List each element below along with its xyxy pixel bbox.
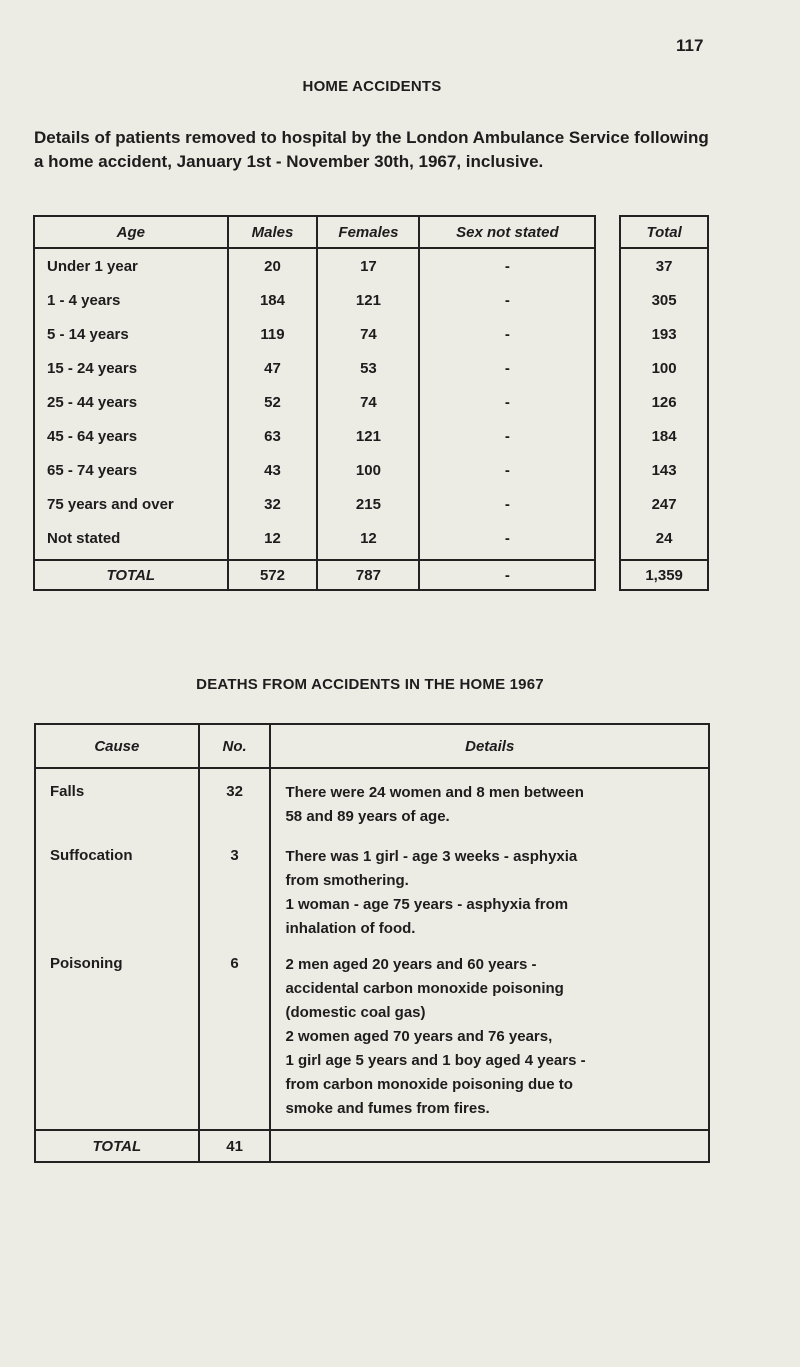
cell-gap (595, 487, 620, 521)
cell-total: 305 (620, 283, 708, 317)
cell-cause: Poisoning (35, 953, 199, 1130)
cell-gap (595, 385, 620, 419)
cell-total: 100 (620, 351, 708, 385)
table-total-row (34, 560, 708, 590)
cell-total: 126 (620, 385, 708, 419)
details-line: There was 1 girl - age 3 weeks - asphyxia (285, 848, 578, 865)
cell-details (270, 845, 709, 953)
cell-total: 184 (620, 419, 708, 453)
header-sex-not-stated: Sex not stated (419, 216, 595, 248)
deaths-table (34, 723, 710, 1163)
cell-females: 53 (317, 351, 419, 385)
total-males: 572 (228, 560, 318, 590)
cell-gap (595, 560, 620, 590)
cell-gap (595, 419, 620, 453)
cell-total: 24 (620, 521, 708, 560)
cell-total: 143 (620, 453, 708, 487)
cell-cause: Falls (35, 768, 199, 845)
intro-paragraph: Details of patients removed to hospital by the London Ambulance Service following a home accident, January 1st - November 30th, 1967, inclusive. (34, 128, 709, 171)
cell-males: 184 (228, 283, 318, 317)
table-row (34, 317, 708, 351)
details-line: 2 men aged 20 years and 60 years - (285, 956, 537, 973)
cell-age: 45 - 64 years (34, 419, 228, 453)
header-details: Details (270, 724, 709, 768)
cell-total: 247 (620, 487, 708, 521)
cell-females: 74 (317, 317, 419, 351)
header-females: Females (317, 216, 419, 248)
table-row (34, 248, 708, 283)
details-line: accidental carbon monoxide poisoning (285, 980, 564, 997)
cell-females: 12 (317, 521, 419, 560)
home-accidents-table (33, 215, 709, 591)
total-details-empty (270, 1130, 709, 1162)
table-row (34, 385, 708, 419)
table-header-row (35, 724, 709, 768)
cell-gap (595, 283, 620, 317)
table-total-row (35, 1130, 709, 1162)
cell-sex-not-stated: - (419, 521, 595, 560)
cell-gap (595, 248, 620, 283)
cell-females: 121 (317, 419, 419, 453)
cell-no: 6 (199, 953, 271, 1130)
cell-age: 5 - 14 years (34, 317, 228, 351)
cell-gap (595, 521, 620, 560)
cell-total: 37 (620, 248, 708, 283)
table-row (35, 768, 709, 845)
cell-sex-not-stated: - (419, 351, 595, 385)
header-no: No. (199, 724, 271, 768)
cell-males: 43 (228, 453, 318, 487)
table-row (34, 351, 708, 385)
details-line: smoke and fumes from fires. (285, 1100, 490, 1117)
cell-gap (595, 351, 620, 385)
cell-gap (595, 453, 620, 487)
header-total: Total (620, 216, 708, 248)
cell-males: 32 (228, 487, 318, 521)
cell-gap (595, 317, 620, 351)
cell-age: 65 - 74 years (34, 453, 228, 487)
cell-sex-not-stated: - (419, 385, 595, 419)
header-cause: Cause (35, 724, 199, 768)
cell-sex-not-stated: - (419, 453, 595, 487)
cell-details (270, 953, 709, 1130)
details-line: from carbon monoxide poisoning due to (285, 1076, 573, 1093)
page-number: 117 (676, 36, 704, 55)
cell-sex-not-stated: - (419, 248, 595, 283)
header-gap (595, 216, 620, 248)
cell-age: 25 - 44 years (34, 385, 228, 419)
cell-age: 75 years and over (34, 487, 228, 521)
details-line: 1 woman - age 75 years - asphyxia from (285, 896, 569, 913)
cell-males: 63 (228, 419, 318, 453)
details-line: 1 girl age 5 years and 1 boy aged 4 years - (285, 1052, 586, 1069)
details-line: inhalation of food. (285, 920, 416, 937)
cell-cause: Suffocation (35, 845, 199, 953)
header-age: Age (34, 216, 228, 248)
cell-males: 47 (228, 351, 318, 385)
table-row (35, 953, 709, 1130)
total-sex-not-stated: - (419, 560, 595, 590)
table-row (34, 487, 708, 521)
cell-males: 52 (228, 385, 318, 419)
cell-age: 1 - 4 years (34, 283, 228, 317)
details-line: 58 and 89 years of age. (285, 808, 450, 825)
cell-details (270, 768, 709, 845)
cell-females: 17 (317, 248, 419, 283)
total-total: 1,359 (620, 560, 708, 590)
cell-sex-not-stated: - (419, 419, 595, 453)
cell-age: Not stated (34, 521, 228, 560)
total-label: TOTAL (35, 1130, 199, 1162)
cell-sex-not-stated: - (419, 317, 595, 351)
cell-age: Under 1 year (34, 248, 228, 283)
total-label: TOTAL (34, 560, 228, 590)
table-row (34, 283, 708, 317)
table-row (34, 453, 708, 487)
total-females: 787 (317, 560, 419, 590)
cell-females: 100 (317, 453, 419, 487)
table-row (34, 419, 708, 453)
cell-females: 121 (317, 283, 419, 317)
details-line: from smothering. (285, 872, 409, 889)
cell-males: 12 (228, 521, 318, 560)
cell-no: 3 (199, 845, 271, 953)
cell-females: 215 (317, 487, 419, 521)
cell-age: 15 - 24 years (34, 351, 228, 385)
header-males: Males (228, 216, 318, 248)
details-line: 2 women aged 70 years and 76 years, (285, 1028, 553, 1045)
total-no: 41 (199, 1130, 271, 1162)
cell-total: 193 (620, 317, 708, 351)
cell-males: 119 (228, 317, 318, 351)
table-row (34, 521, 708, 560)
table-header-row (34, 216, 708, 248)
cell-males: 20 (228, 248, 318, 283)
cell-sex-not-stated: - (419, 283, 595, 317)
cell-no: 32 (199, 768, 271, 845)
cell-sex-not-stated: - (419, 487, 595, 521)
details-line: There were 24 women and 8 men between (285, 784, 584, 801)
details-line: (domestic coal gas) (285, 1004, 426, 1021)
section-title-home-accidents: HOME ACCIDENTS (302, 78, 442, 95)
table-row (35, 845, 709, 953)
cell-females: 74 (317, 385, 419, 419)
section-title-deaths: DEATHS FROM ACCIDENTS IN THE HOME 1967 (196, 676, 544, 693)
